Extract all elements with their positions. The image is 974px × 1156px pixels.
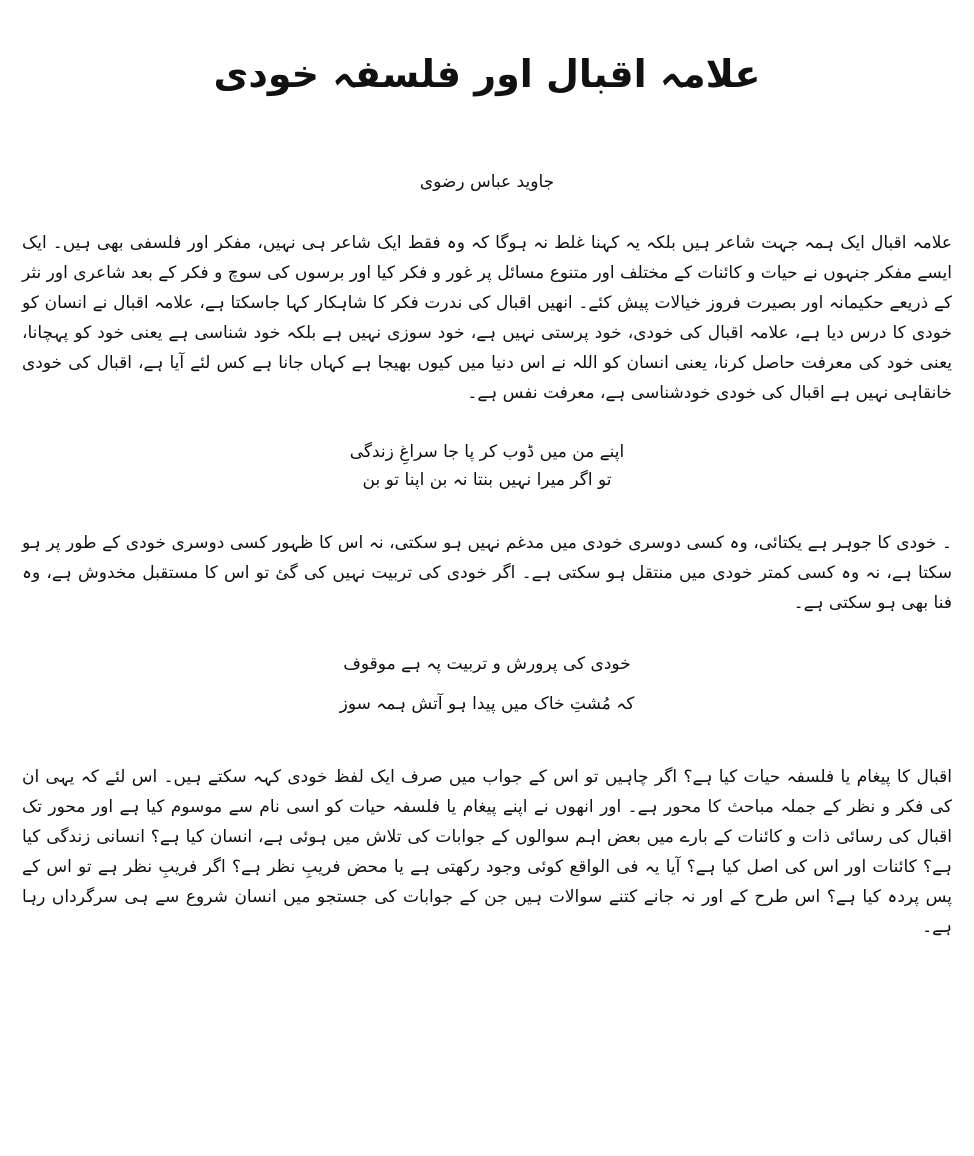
article-author: جاوید عباس رضوی	[419, 172, 555, 192]
couplet-2-line-2: کہ مُشتِ خاک میں پیدا ہو آتش ہمہ سوز	[339, 694, 635, 714]
couplet-1-line-2: تو اگر میرا نہیں بنتا نہ بن اپنا تو بن	[362, 470, 612, 490]
couplet-1-line-1: اپنے من میں ڈوب کر پا جا سراغِ زندگی	[349, 442, 625, 462]
article-title: علامہ اقبال اور فلسفہ خودی	[213, 52, 761, 96]
couplet-2	[22, 644, 952, 724]
couplet-1	[22, 438, 952, 494]
couplet-2-line-1: خودی کی پرورش و تربیت پہ ہے موقوف	[343, 654, 631, 674]
paragraph-intro: علامہ اقبال ایک ہمہ جہت شاعر ہیں بلکہ یہ کہنا غلط نہ ہوگا کہ وہ فقط ایک شاعر ہی نہیں، مفکر اور فلسفی بھی ہیں۔ ایک ایسے مفکر جنہوں نے حیات و کائنات کے مختلف اور متنوع مسائل پر غور و فکر کیا اور برسوں کی سوچ و فکر کے بعد شاعری اور نثر کے ذریعے حکیمانہ اور بصیرت فروز خیالات پیش کئے۔ انھیں اقبال کی ندرت فکر کا شاہکار کہا جاسکتا ہے، علامہ اقبال نے انسان کو خودی کا درس دیا ہے، علامہ اقبال کی خودی، خود پرستی نہیں ہے، خود سوزی نہیں ہے بلکہ خود شناسی ہے یعنی خود کو پہچانا، یعنی خود کی معرفت حاصل کرنا، یعنی انسان کو اللہ نے اس دنیا میں کیوں بھیجا ہے کہاں جانا ہے کس لئے آیا ہے، اقبال کی خودی خانقاہی نہیں ہے اقبال کی خودی خودشناسی ہے، معرفت نفس ہے۔	[22, 233, 952, 403]
paragraph-philosophy-of-life: اقبال کا پیغام یا فلسفہ حیات کیا ہے؟ اگر چاہیں تو اس کے جواب میں صرف ایک لفظ خودی کہہ سکتے ہیں۔ اس لئے کہ یہی ان کی فکر و نظر کے جملہ مباحث کا محور ہے۔ اور انھوں نے اپنے پیغام یا فلسفہ حیات کو اسی نام سے موسوم کیا ہے اور محور تک اقبال کی رسائی ذات و کائنات کے بارے میں بعض اہم سوالوں کے جوابات کی تلاش میں ہوئی ہے، انسان کیا ہے؟ انسانی زندگی کیا ہے؟ کائنات اور اس کی اصل کیا ہے؟ آیا یہ فی الواقع کوئی وجود رکھتی ہے یا محض فریبِ نظر ہے؟ اگر فریبِ نظر ہے تو اس کے پس پردہ کیا ہے؟ اس طرح کے اور نہ جانے کتنے سوالات ہیں جن کے جوابات کی جستجو میں انسان شروع سے ہی سرگرداں رہا ہے۔	[22, 767, 952, 937]
paragraph-khudi-essence: ۔ خودی کا جوہر ہے یکتائی، وہ کسی دوسری خودی میں مدغم نہیں ہو سکتی، نہ اس کا ظہور کسی دوسری خودی کے طور پر ہو سکتا ہے، نہ وہ کسی کمتر خودی میں منتقل ہو سکتی ہے۔ اگر خودی کی تربیت نہیں کی گئ تو اس کا مستقبل مخدوش ہے، وہ فنا بھی ہو سکتی ہے۔	[22, 533, 952, 613]
